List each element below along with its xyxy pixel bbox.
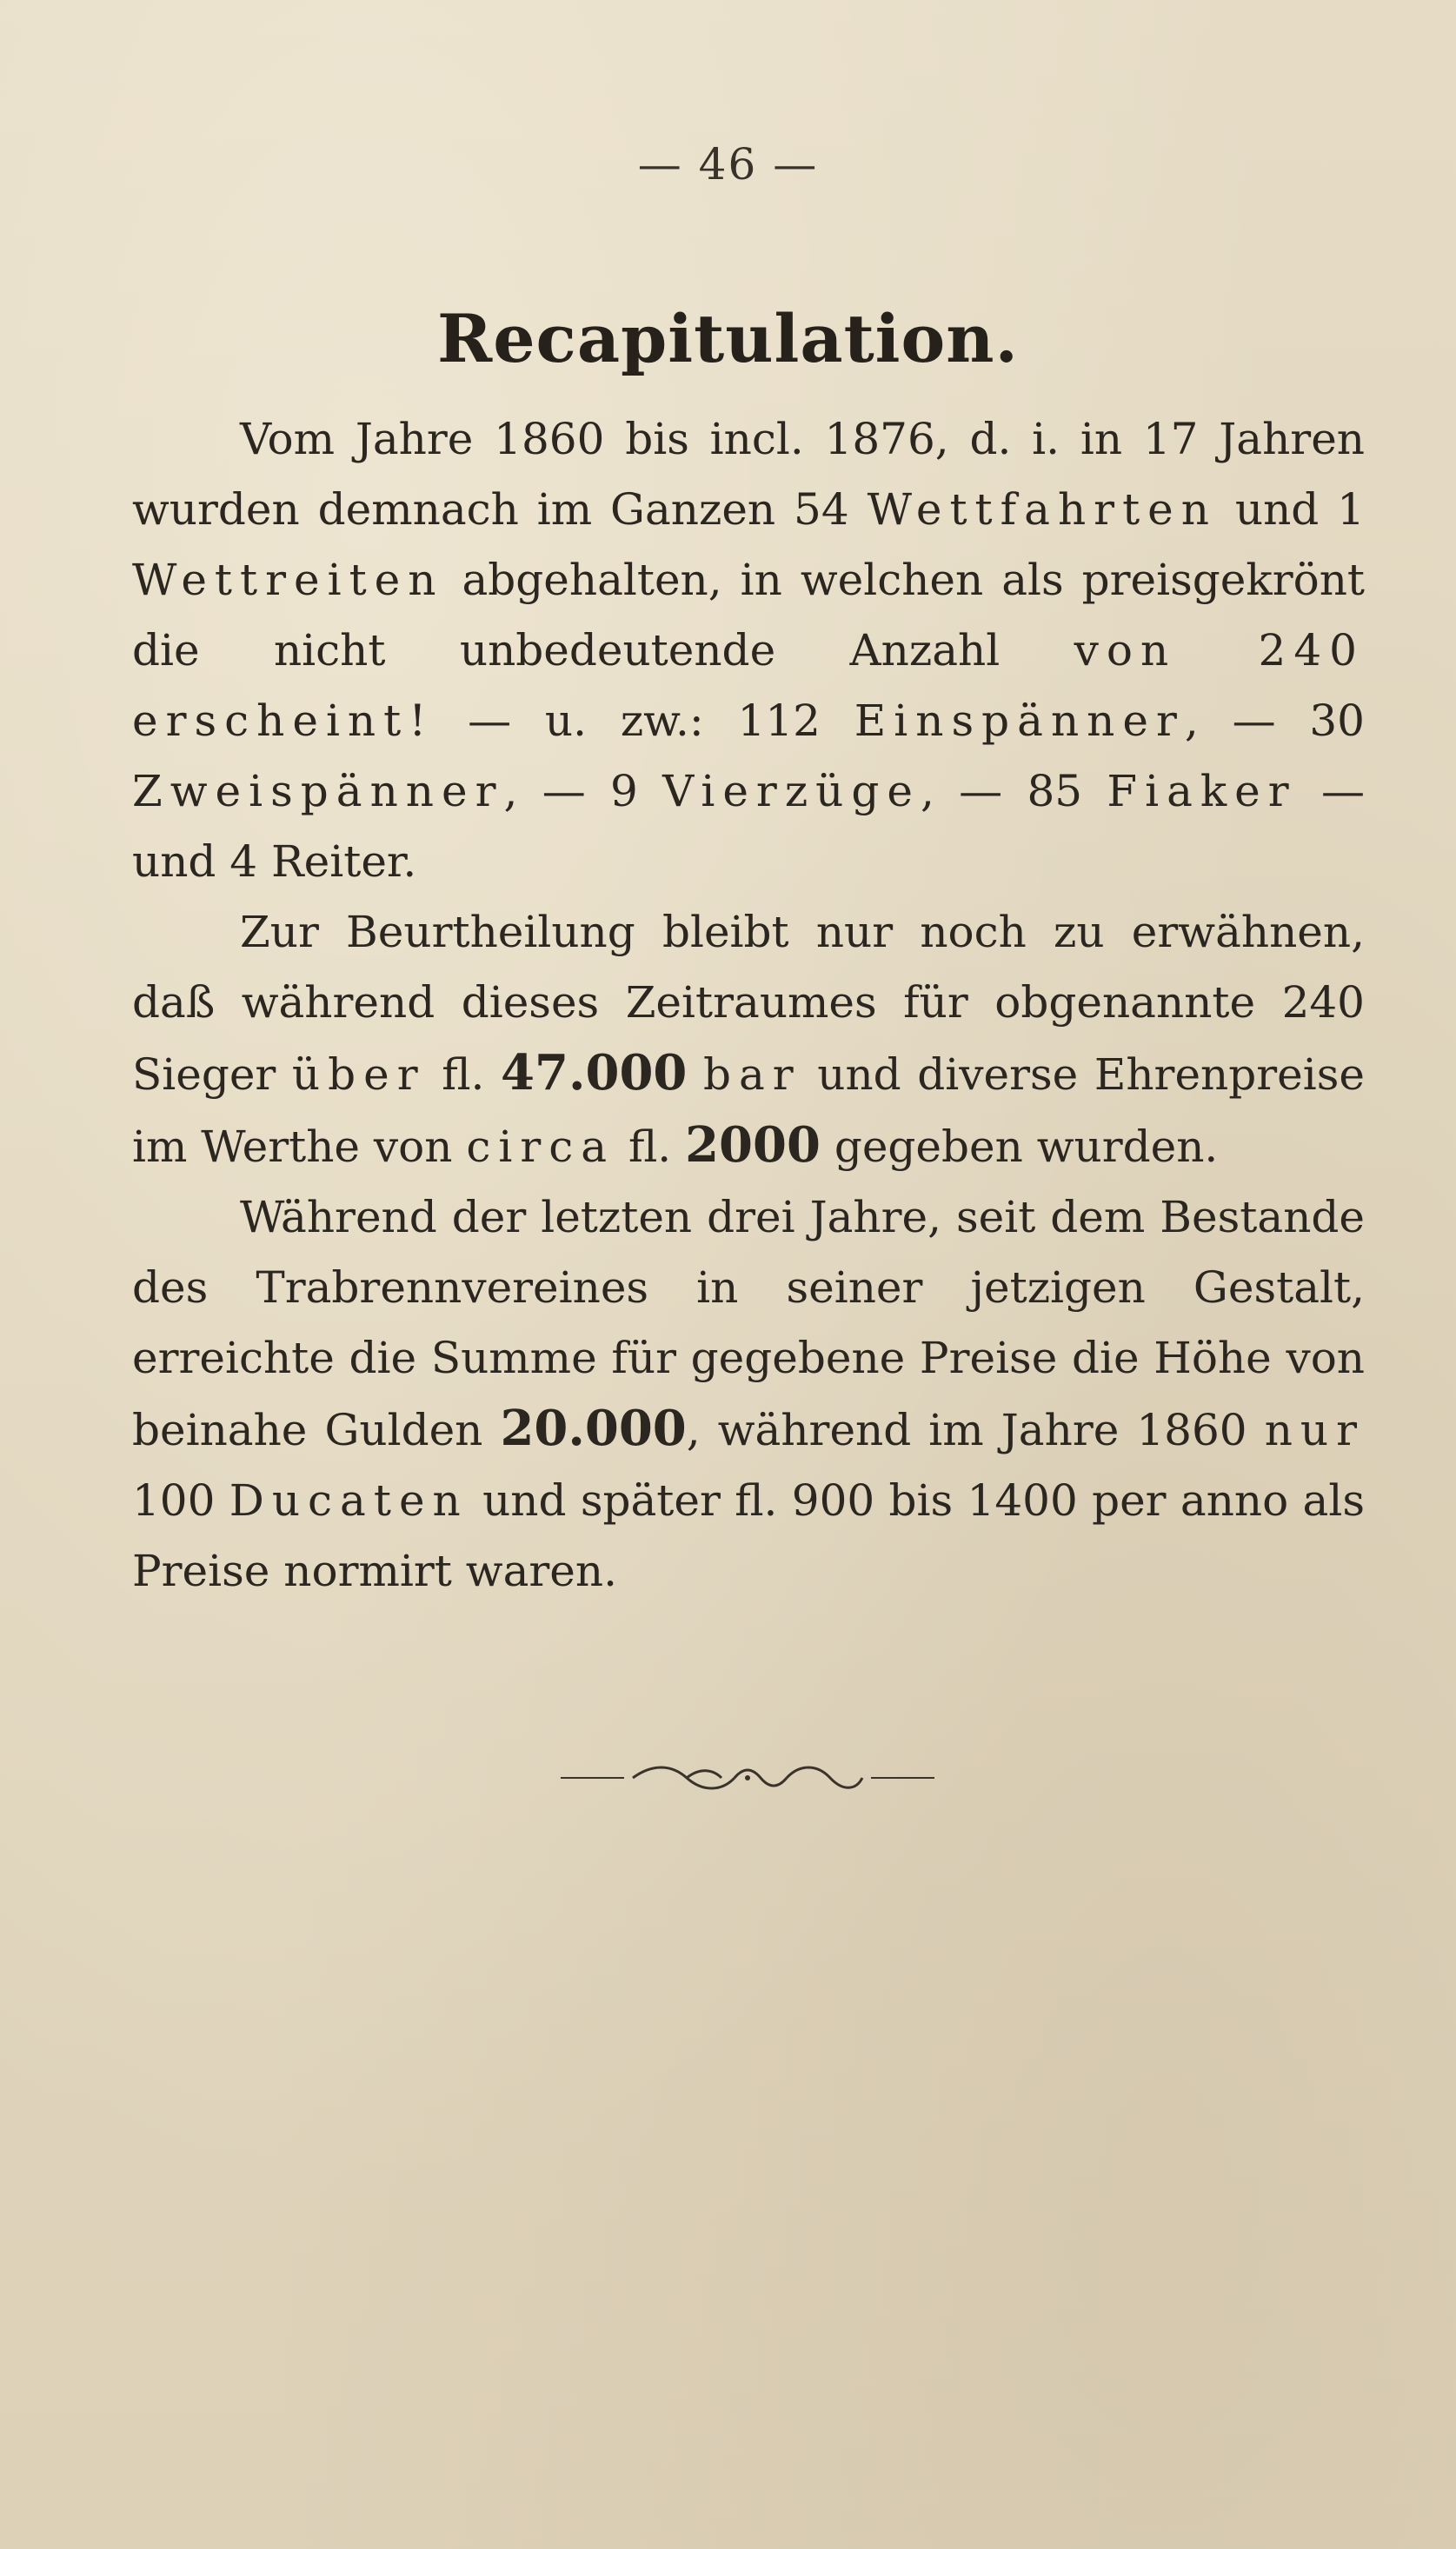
text-segment: nur [1264, 1405, 1365, 1455]
text-segment: — und 4 Reiter. [132, 766, 1365, 887]
text-segment: von 240 erscheint! [132, 625, 1365, 746]
text-segment: , — 30 [1184, 695, 1365, 746]
text-segment: fl. [615, 1121, 686, 1172]
paragraph-3 [132, 1182, 1365, 1607]
text-segment: bar [702, 1049, 801, 1100]
body-text [132, 404, 1365, 1607]
text-segment: 100 [132, 1475, 229, 1526]
text-segment: gegeben wurden. [820, 1121, 1219, 1172]
paragraph-1 [132, 404, 1365, 897]
text-segment: Vom Jahre 1860 bis incl. 1876, d. i. in 17 Jahren wurden demnach im Ganzen 54 [132, 414, 1365, 535]
page-number: — 46 — [637, 139, 819, 190]
text-segment: 2000 [685, 1116, 821, 1174]
text-segment: über [291, 1049, 426, 1100]
text-segment: Während der letzten drei Jahre, seit dem Bestande des Trabrennvereines in seiner jetzigen Gestalt, erreichte die Summe für gegebene Preise die Höhe von beinahe Gulden [132, 1192, 1365, 1455]
text-segment: Fiaker [1107, 766, 1297, 816]
text-segment: Wettreiten [132, 555, 444, 605]
section-title: Recapitulation. [437, 300, 1019, 377]
text-segment: und diverse Ehrenpreise im Werthe von [132, 1049, 1365, 1172]
ornament-divider-icon [556, 1760, 939, 1795]
text-segment [687, 1049, 703, 1100]
text-segment: 47.000 [501, 1044, 688, 1101]
text-segment: Zweispänner [132, 766, 504, 816]
text-segment: abgehalten, in welchen als preisgekrönt die nicht unbedeutende Anzahl [132, 555, 1365, 676]
text-segment: — u. zw.: 112 [434, 695, 854, 746]
text-segment: , — 9 [503, 766, 663, 816]
paragraph-2 [132, 897, 1365, 1182]
text-segment: Einspänner [854, 695, 1185, 746]
text-segment: circa [466, 1121, 615, 1172]
text-segment: und später fl. 900 bis 1400 per anno als Preise normirt waren. [132, 1475, 1366, 1596]
text-segment: Vierzüge [662, 766, 921, 816]
text-segment: , während im Jahre 1860 [686, 1405, 1265, 1455]
text-segment: , — 85 [920, 766, 1107, 816]
text-segment: Zur Beurtheilung bleibt nur noch zu erwähnen, daß während dieses Zeitraumes für obgenannte 240 Sieger [132, 907, 1365, 1100]
text-segment: und 1 [1216, 484, 1365, 535]
text-segment: Ducaten [229, 1475, 469, 1526]
text-segment: Wettfahrten [867, 484, 1217, 535]
text-segment: 20.000 [500, 1400, 687, 1457]
text-segment: fl. [425, 1049, 502, 1100]
